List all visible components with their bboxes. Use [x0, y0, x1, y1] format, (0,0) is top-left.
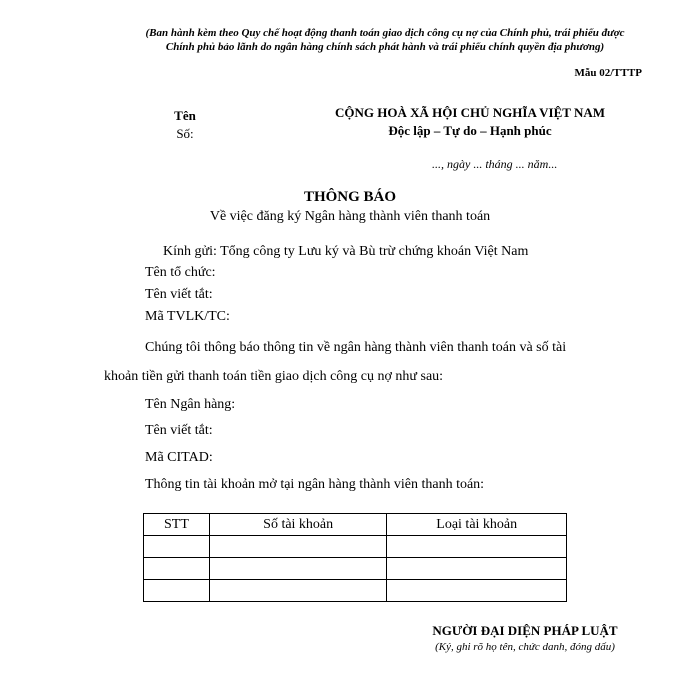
signature-note: (Ký, ghi rõ họ tên, chức danh, đóng dấu) [435, 641, 615, 653]
table-cell [209, 536, 387, 558]
table-cell [144, 558, 210, 580]
document-subtitle: Về việc đăng ký Ngân hàng thành viên thanh toán [209, 209, 491, 224]
document-title: THÔNG BÁO [303, 189, 397, 205]
table-row [144, 558, 567, 580]
header-note [120, 26, 650, 54]
nation-title: CỘNG HOÀ XÃ HỘI CHỦ NGHĨA VIỆT NAM [334, 105, 606, 120]
org-name-field: Tên tổ chức: [145, 265, 216, 280]
table-cell [387, 536, 567, 558]
table-header-row [144, 514, 567, 536]
org-code-field: Mã TVLK/TC: [145, 309, 230, 324]
signature-title: NGƯỜI ĐẠI DIỆN PHÁP LUẬT [432, 623, 618, 638]
account-table [143, 513, 567, 602]
bank-name-field: Tên Ngân hàng: [145, 397, 236, 412]
issuer-name: Tên [174, 108, 196, 123]
header-account-type: Loại tài khoản [387, 514, 567, 536]
table-cell [144, 536, 210, 558]
nation-motto: Độc lập – Tự do – Hạnh phúc [388, 123, 552, 138]
table-cell [387, 580, 567, 602]
date-line: ..., ngày ... tháng ... năm... [432, 157, 558, 171]
recipient-line: Kính gửi: Tổng công ty Lưu ký và Bù trừ chứng khoán Việt Nam [163, 244, 529, 259]
table-cell [387, 558, 567, 580]
document-number: Số: [176, 126, 194, 141]
table-row [144, 536, 567, 558]
table-cell [144, 580, 210, 602]
header-stt: STT [144, 514, 210, 536]
citad-field: Mã CITAD: [145, 450, 213, 465]
table-row [144, 580, 567, 602]
table-cell [209, 580, 387, 602]
table-cell [209, 558, 387, 580]
intro-line-1: Chúng tôi thông báo thông tin về ngân hàng thành viên thanh toán và số tài [145, 340, 567, 355]
header-note-line-1: (Ban hành kèm theo Quy chế hoạt động thanh toán giao dịch công cụ nợ của Chính phủ, trái phiếu được [145, 27, 625, 39]
header-account-number: Số tài khoản [209, 514, 387, 536]
national-header [320, 104, 620, 140]
form-code: Mẫu 02/TTTP [574, 67, 642, 79]
header-note-line-2: Chính phủ bảo lãnh do ngân hàng chính sách phát hành và trái phiếu chính quyền địa phương) [165, 41, 605, 53]
bank-abbr-field: Tên viết tắt: [145, 423, 213, 438]
account-info-label: Thông tin tài khoản mở tại ngân hàng thành viên thanh toán: [145, 477, 485, 492]
issuer-header [150, 107, 220, 143]
org-abbr-field: Tên viết tắt: [145, 287, 213, 302]
intro-line-2: khoản tiền gửi thanh toán tiền giao dịch công cụ nợ như sau: [104, 369, 444, 384]
